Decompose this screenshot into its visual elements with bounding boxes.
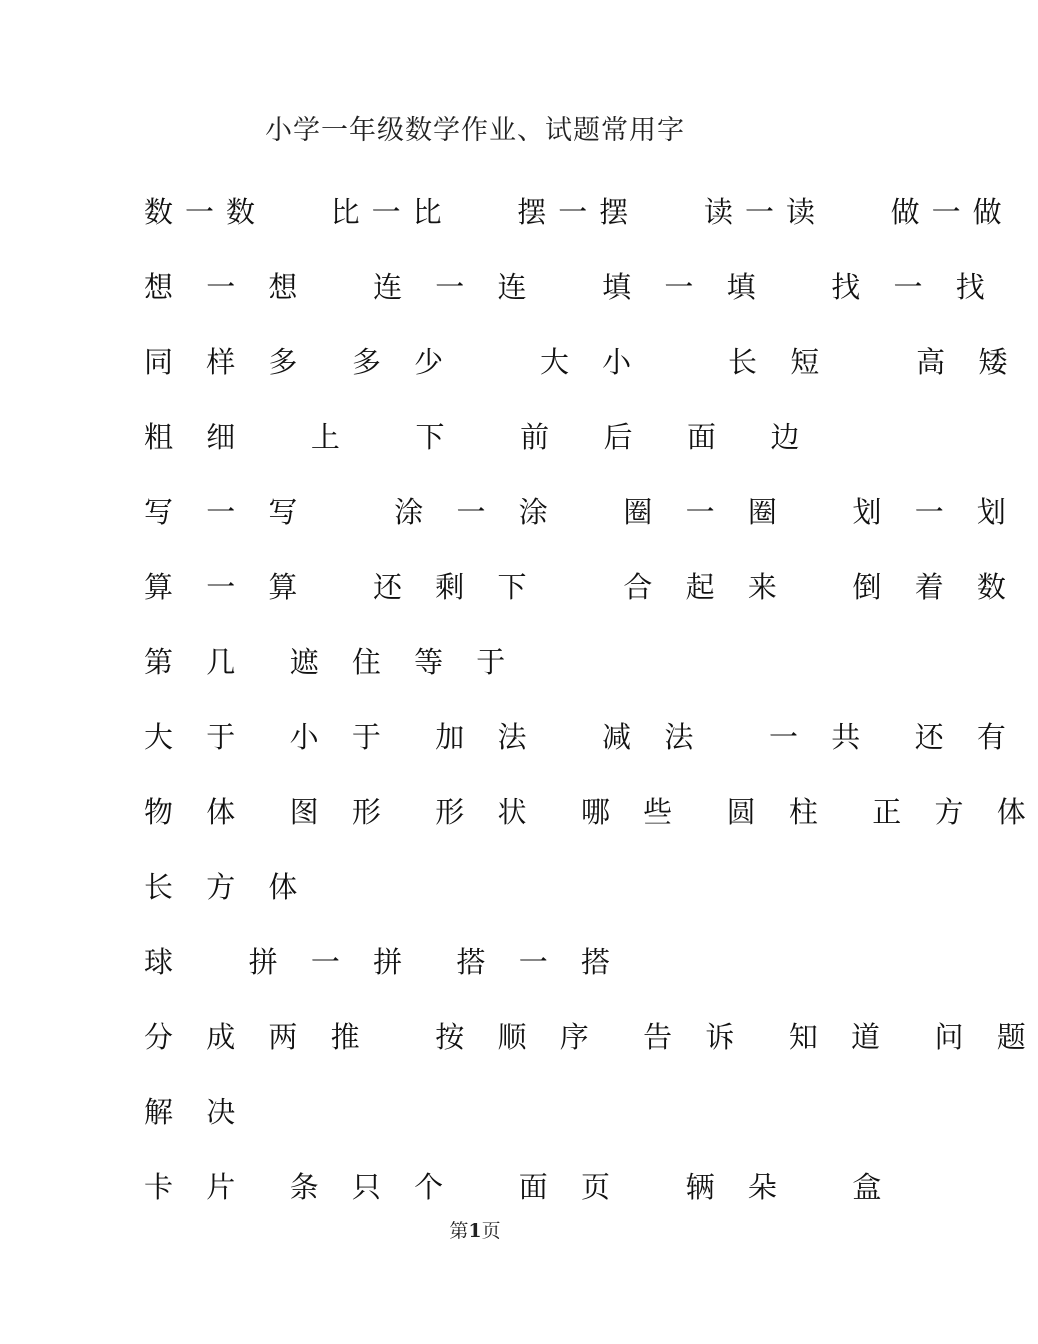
word-line-text: 解 决: [144, 1095, 248, 1129]
word-line-text: 大 于 小 于 加 法 减 法 一 共 还 有: [144, 720, 1018, 754]
word-lines: [144, 180, 1038, 1230]
word-line: [144, 930, 824, 1005]
word-line: [144, 1080, 824, 1155]
word-line: [144, 555, 1018, 630]
word-line-text: 长 方 体: [144, 870, 310, 904]
word-line: [144, 1005, 1038, 1080]
word-line-text: 卡 片 条 只 个 面 页 辆 朵 盒: [144, 1170, 894, 1204]
document-title: 小学一年级数学作业、试题常用字: [265, 115, 685, 146]
word-line: [144, 330, 1020, 405]
word-line-text: 想 一 想 连 一 连 填 一 填 找 一 找: [144, 270, 997, 304]
word-line: [144, 180, 1014, 255]
word-line: [144, 780, 1038, 855]
word-line: [144, 255, 997, 330]
word-line: [144, 480, 1018, 555]
word-line-text: 分 成 两 推 按 顺 序 告 诉 知 道 问 题: [144, 1020, 1038, 1054]
page-number-suffix: 页: [481, 1220, 501, 1242]
word-line-text: 第 几 遮 住 等 于: [144, 645, 518, 679]
word-line-text: 写 一 写 涂 一 涂 圈 一 圈 划 一 划: [144, 495, 1018, 529]
word-line-text: 物 体 图 形 形 状 哪 些 圆 柱 正 方 体: [144, 795, 1038, 829]
page-number-prefix: 第: [449, 1220, 469, 1242]
word-line-text: 球 拼 一 拼 搭 一 搭: [144, 945, 622, 979]
word-line: [144, 405, 824, 480]
word-line-text: 粗 细 上 下 前 后 面 边: [144, 420, 812, 454]
word-line: [144, 855, 824, 930]
page-number-value: 1: [468, 1220, 482, 1242]
word-line: [144, 630, 824, 705]
page-number: [0, 1216, 950, 1243]
word-line-text: 同 样 多 多 少 大 小 长 短 高 矮: [144, 345, 1020, 379]
word-line: [144, 705, 1018, 780]
word-line-text: 数一数 比一比 摆一摆 读一读 做一做: [144, 195, 1014, 229]
word-line-text: 算 一 算 还 剩 下 合 起 来 倒 着 数: [144, 570, 1018, 604]
